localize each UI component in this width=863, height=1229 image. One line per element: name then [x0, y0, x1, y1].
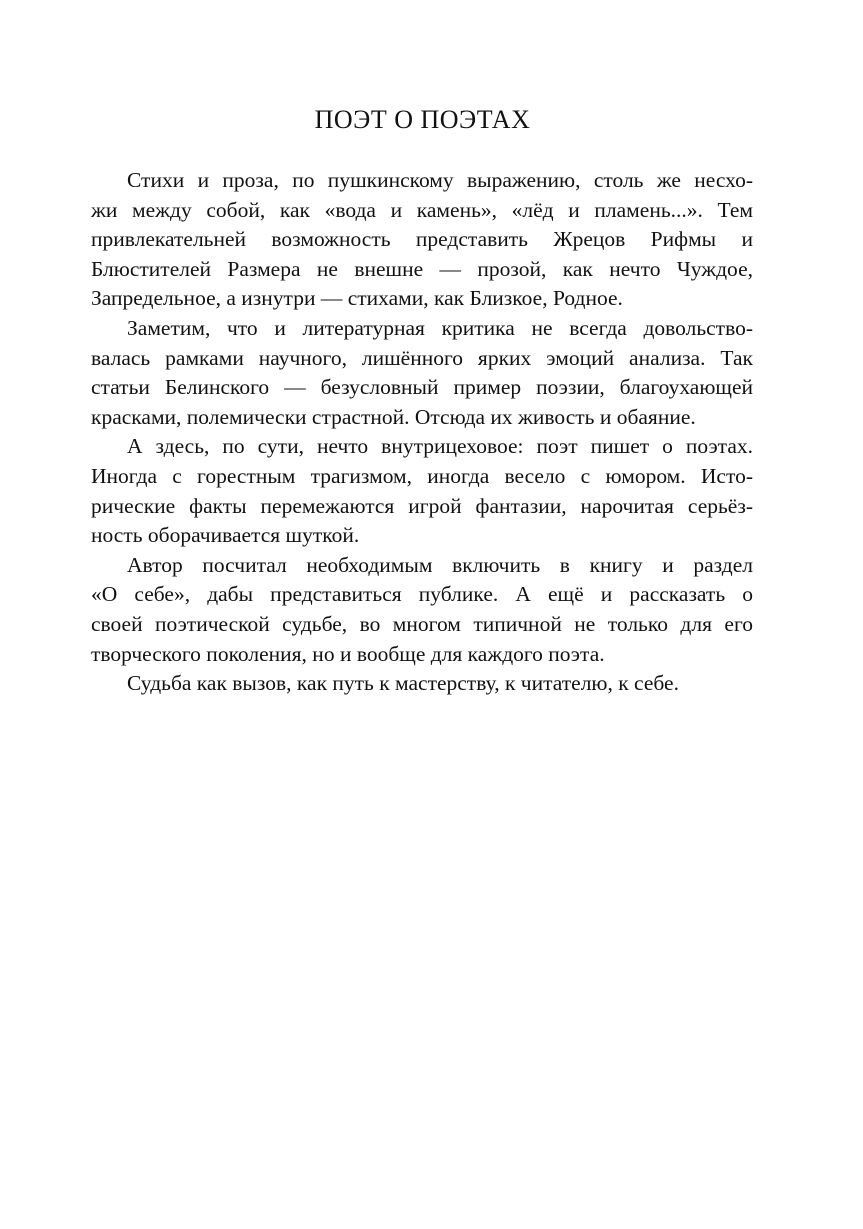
text-line: своей поэтической судьбе, во многом типичной не только для его	[91, 611, 753, 636]
text-line: А здесь, по сути, нечто внутрицеховое: поэт пишет о поэтах.	[127, 434, 753, 459]
text-line: Судьба как вызов, как путь к мастерству, к читателю, к себе.	[127, 671, 679, 696]
text-line: «О себе», дабы представиться публике. А ещё и рассказать о	[91, 582, 753, 607]
text-line: красками, полемически страстной. Отсюда их живость и обаяние.	[91, 404, 696, 429]
text-line: творческого поколения, но и вообще для каждого поэта.	[91, 641, 605, 666]
text-line: Иногда с горестным трагизмом, иногда весело с юмором. Исто-	[91, 463, 753, 488]
body-text	[91, 166, 753, 699]
text-line: рические факты перемежаются игрой фантазии, нарочитая серьёз-	[91, 493, 753, 518]
text-line: Заметим, что и литературная критика не всегда довольство-	[127, 315, 753, 340]
page-title: ПОЭТ О ПОЭТАХ	[314, 105, 531, 134]
text-line: Автор посчитал необходимым включить в книгу и раздел	[127, 552, 753, 577]
text-line: валась рамками научного, лишённого ярких эмоций анализа. Так	[91, 345, 753, 370]
text-line: Запредельное, а изнутри — стихами, как Близкое, Родное.	[91, 286, 623, 311]
text-line: статьи Белинского — безусловный пример поэзии, благоухающей	[91, 375, 753, 400]
text-line: Стихи и проза, по пушкинскому выражению, столь же несхо-	[127, 168, 753, 192]
text-line: привлекательней возможность представить Жрецов Рифмы и	[91, 227, 753, 252]
text-line: Блюстителей Размера не внешне — прозой, как нечто Чуждое,	[91, 256, 753, 281]
text-line: ность оборачивается шуткой.	[91, 523, 360, 548]
text-line: жи между собой, как «вода и камень», «лёд и пламень...». Тем	[91, 197, 753, 222]
